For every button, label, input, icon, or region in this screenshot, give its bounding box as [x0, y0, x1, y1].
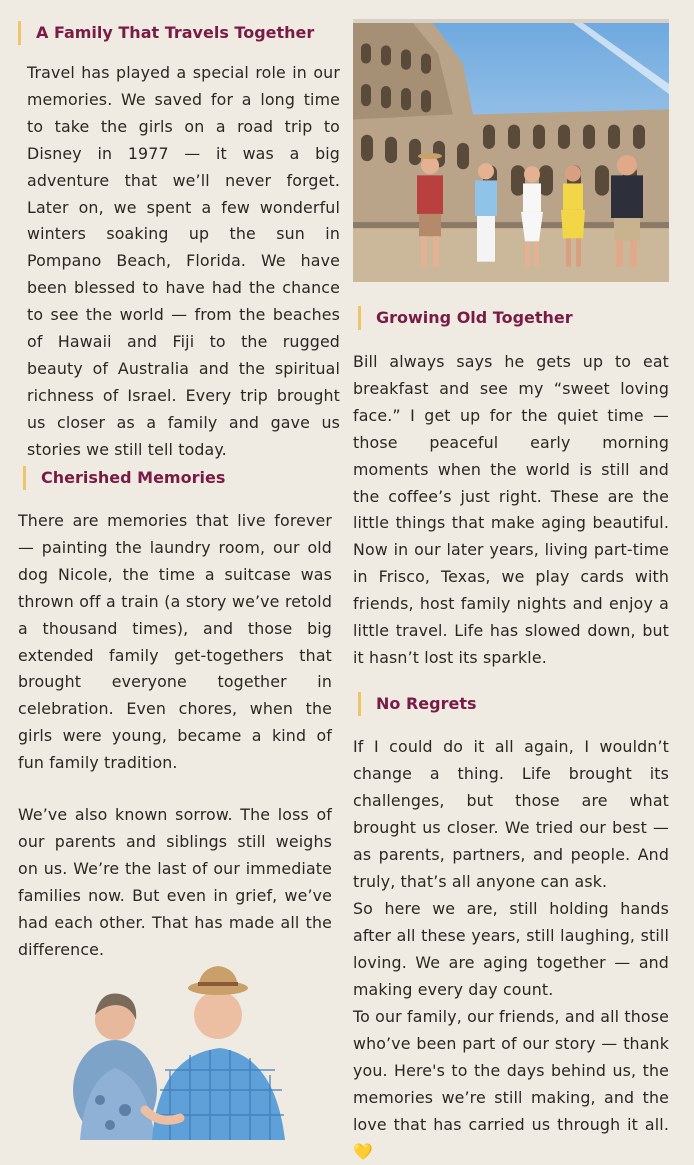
paragraph-no-regrets-3: [353, 1004, 669, 1165]
heading-growing-old-together: Growing Old Together: [358, 308, 573, 328]
colosseum-family-photo: [353, 19, 669, 282]
paragraph-memories-1: There are memories that live forever — painting the laundry room, our old dog Nicole, the time a suitcase was thrown off a train (a story we’ve retold a thousand times), and those big extended family get-togethers that brought everyone together in celebration. Even chores, when the girls were young, became a kind of fun family tradition.: [18, 511, 332, 773]
heart-icon: 💛: [353, 1141, 373, 1161]
paragraph-growing-old: Bill always says he gets up to eat breakfast and see my “sweet loving face.” I get up for the quiet time — those peaceful early morning moments when the world is still and the coffee’s just right. These are the little things that make aging beautiful. Now in our later years, living part-time in Frisco, Texas, we play cards with friends, host family nights and enjoy a little travel. Life has slowed down, but it hasn’t lost its sparkle.: [353, 352, 669, 667]
heading-travels: A Family That Travels Together: [18, 23, 314, 43]
paragraph-no-regrets-2: So here we are, still holding hands after all these years, still laughing, still loving. We are aging together — and making every day count.: [353, 899, 669, 999]
paragraph-no-regrets-1: If I could do it all again, I wouldn’t change a thing. Life brought its challenges, but those are what brought us closer. We tried our best — as parents, partners, and people. And truly, that’s all anyone can ask.: [353, 737, 669, 891]
paragraph-travels: Travel has played a special role in our memories. We saved for a long time to take the girls on a road trip to Disney in 1977 — it was a big adventure that we’ll never forget. Later on, we spent a few wonderful winters soaking up the sun in Pompano Beach, Florida. We have been blessed to have had the chance to see the world — from the beaches of Hawaii and Fiji to the rugged beauty of Australia and the spiritual richness of Israel. Every trip brought us closer as a family and gave us stories we still tell today.: [27, 63, 340, 459]
paragraph-no-regrets-3-text: To our family, our friends, and all those who’ve been part of our story — thank you. Here's to the days behind us, the memories we’re still making, and the love that has carried us through it all.: [353, 1007, 669, 1134]
paragraph-memories-2: We’ve also known sorrow. The loss of our parents and siblings still weighs on us. We’re the last of our immediate families now. But even in grief, we’ve had each other. That has made all the difference.: [18, 805, 332, 959]
heading-cherished-memories: Cherished Memories: [23, 468, 225, 488]
couple-photo: [70, 960, 290, 1140]
heading-no-regrets: No Regrets: [358, 694, 477, 714]
